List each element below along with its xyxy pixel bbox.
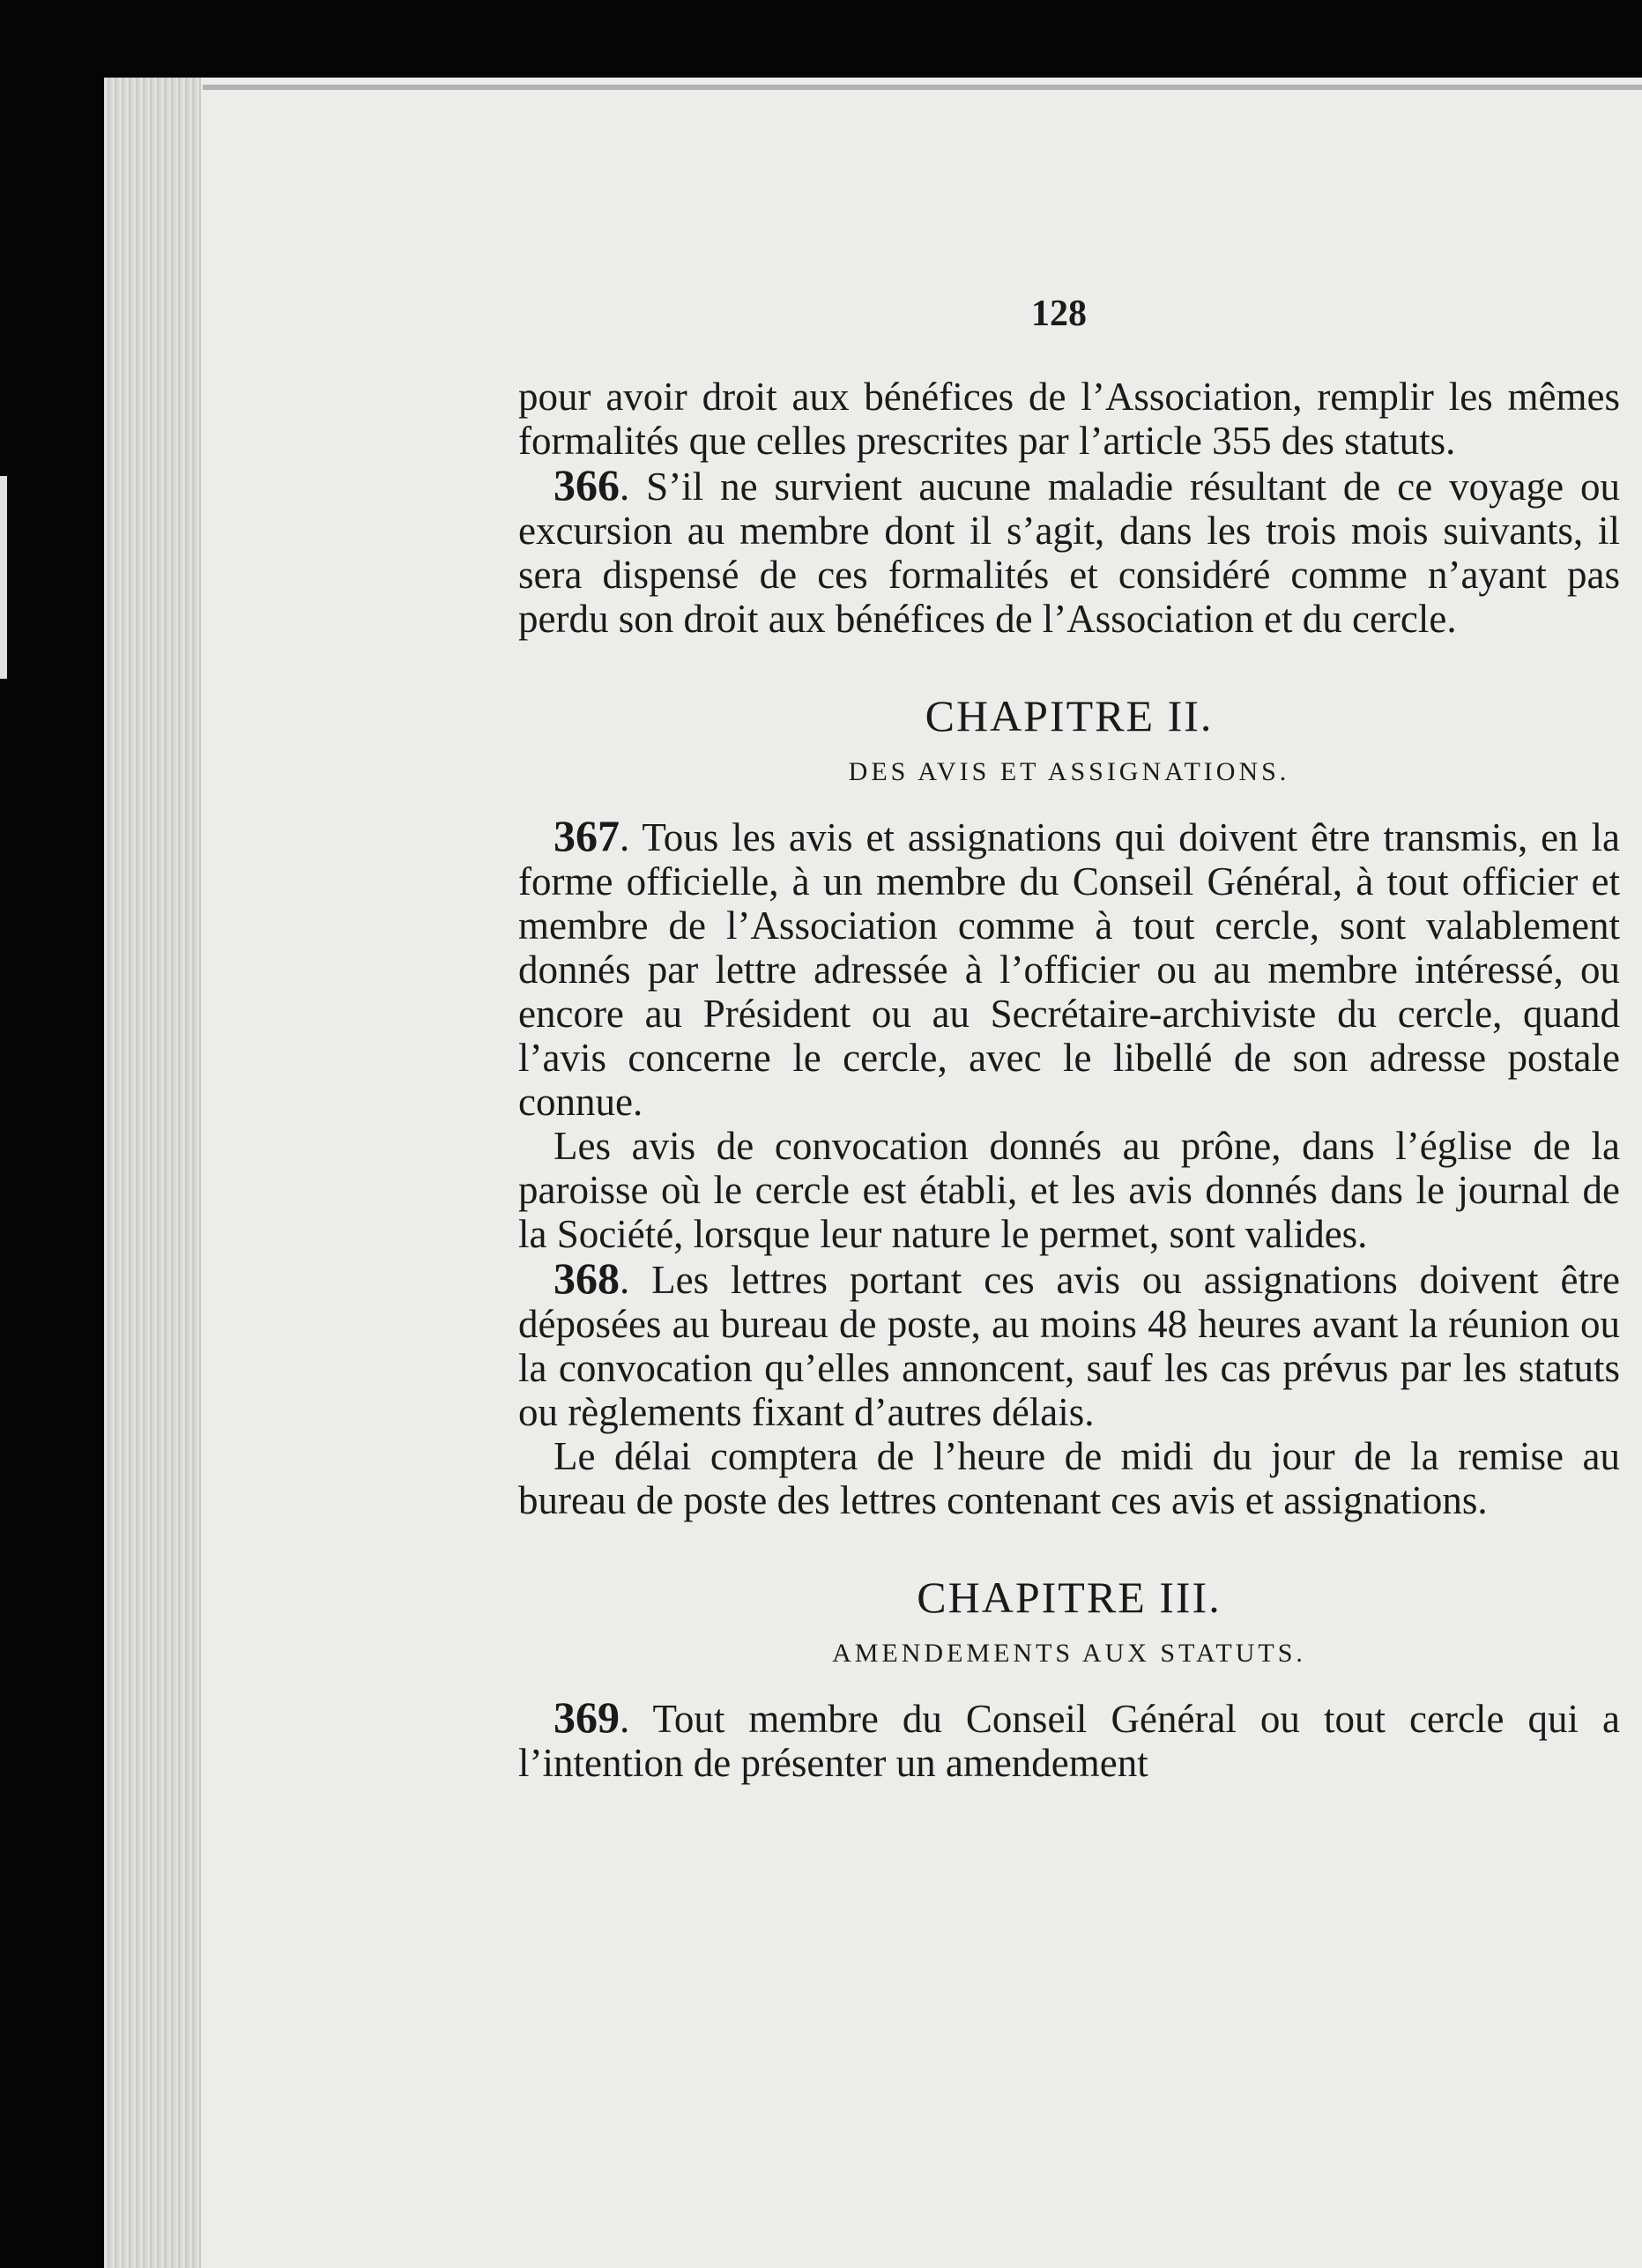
paragraph-text: . S’il ne survient aucune maladie résultant de ce voyage ou excursion au membre dont il s’agit, dans les trois mois suivants, il sera dispensé de ces formalités et considéré comme n’ayant pas perdu son droit aux bénéfices de l’Association et du cercle. bbox=[518, 465, 1620, 641]
paragraph-text: Les avis de convocation donnés au prône, dans l’église de la paroisse où le cercle est établi, et les avis donnés dans le journal de la Société, lorsque leur nature le permet, sont valides. bbox=[518, 1124, 1620, 1256]
chapter-subtitle: DES AVIS ET ASSIGNATIONS. bbox=[848, 757, 1290, 786]
page-number: 128 bbox=[1031, 294, 1087, 334]
paragraph bbox=[518, 1124, 1620, 1256]
article-369 bbox=[518, 1692, 1620, 1785]
page-top-edge bbox=[203, 85, 1642, 90]
paragraph-continuation bbox=[518, 375, 1620, 463]
article-number: 368 bbox=[554, 1253, 620, 1303]
article-number: 369 bbox=[554, 1692, 620, 1742]
paragraph bbox=[518, 1434, 1620, 1522]
chapter-subtitle: AMENDEMENTS AUX STATUTS. bbox=[832, 1639, 1306, 1668]
article-366 bbox=[518, 460, 1620, 641]
article-number: 367 bbox=[554, 811, 620, 860]
paragraph-text: . Les lettres portant ces avis ou assignations doivent être déposées au bureau de poste, au moins 48 heures avant la réunion ou la convocation qu’elles annoncent, sauf les cas prévus par les statuts ou règlements fixant d’autres délais. bbox=[518, 1258, 1620, 1434]
scan-edge-mark bbox=[0, 476, 7, 679]
paragraph-text: pour avoir droit aux bénéfices de l’Association, remplir les mêmes formalités que celles prescrites par l’article 355 des statuts. bbox=[518, 375, 1620, 463]
article-367 bbox=[518, 811, 1620, 1124]
article-368 bbox=[518, 1253, 1620, 1434]
paragraph-text: . Tous les avis et assignations qui doivent être transmis, en la forme officielle, à un membre du Conseil Général, à tout officier et membre de l’Association comme à tout cercle, sont valablement donnés par lettre adressée à l’officier ou au membre intéressé, ou encore au Président ou au Secrétaire-archiviste du cercle, quand l’avis concerne le cercle, avec le libellé de son adresse postale connue. bbox=[518, 815, 1620, 1124]
page-edges bbox=[104, 78, 201, 2268]
article-number: 366 bbox=[554, 460, 620, 509]
text-column bbox=[518, 375, 1620, 1785]
chapter-title: CHAPITRE III. bbox=[917, 1573, 1222, 1622]
paragraph-text: . Tout membre du Conseil Général ou tout cercle qui a l’intention de présenter un amendement bbox=[518, 1697, 1620, 1785]
paragraph-text: Le délai comptera de l’heure de midi du jour de la remise au bureau de poste des lettres contenant ces avis et assignations. bbox=[518, 1434, 1620, 1522]
chapter-title: CHAPITRE II. bbox=[925, 691, 1214, 740]
